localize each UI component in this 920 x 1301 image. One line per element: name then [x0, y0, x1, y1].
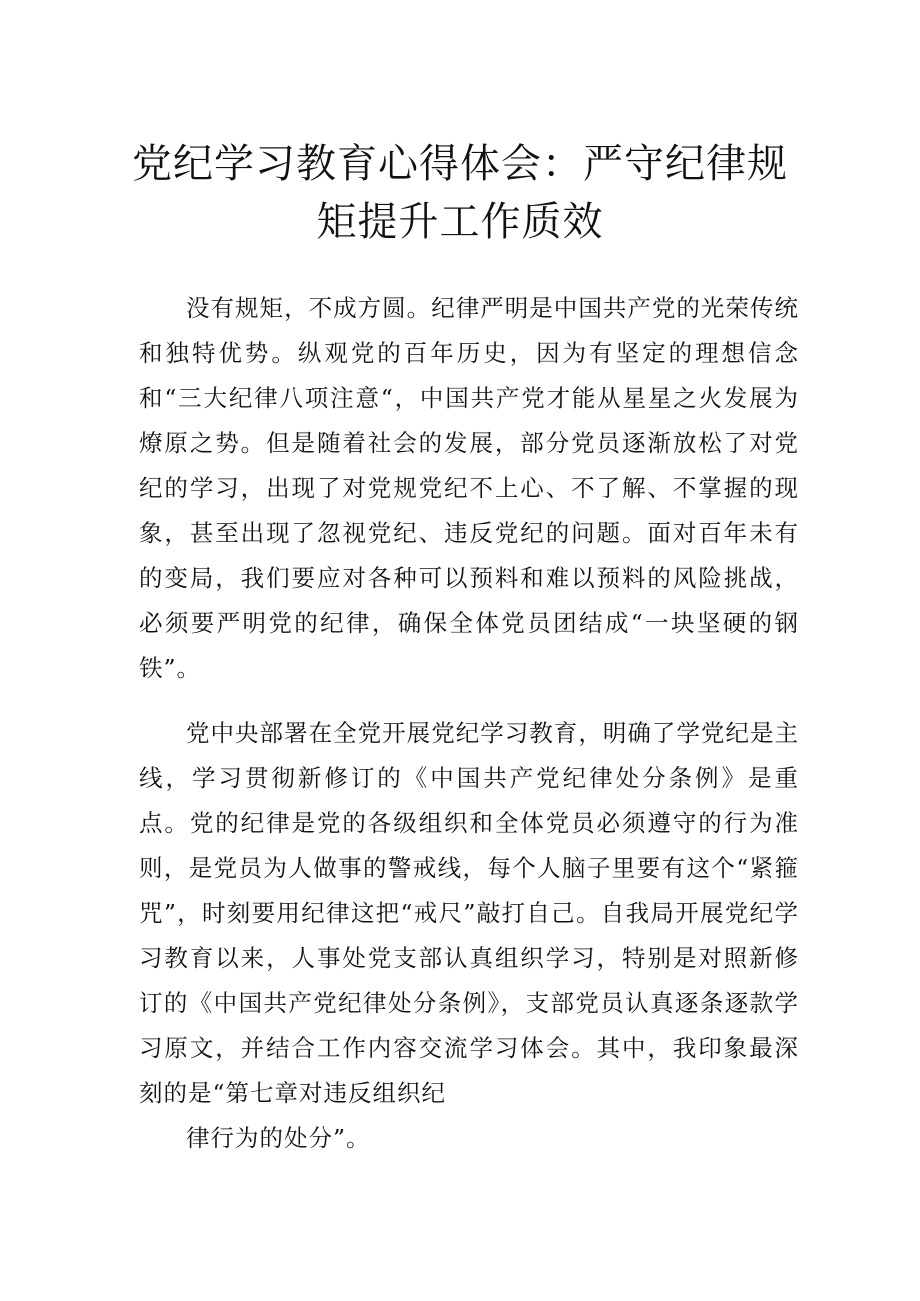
- paragraph-party-discipline-education: [139, 711, 799, 1161]
- paragraph-discipline-tradition: 没有规矩，不成方圆。纪律严明是中国共产党的光荣传统和独特优势。纵观党的百年历史，因为有坚定的理想信念和“三大纪律八项注意“，中国共产党才能从星星之火发展为燎原之势。但是随着社会的发展，部分党员逐渐放松了对党纪的学习，出现了对党规党纪不上心、不了解、不掌握的现象，甚至出现了忽视党纪、违反党纪的问题。面对百年未有的变局，我们要应对各种可以预料和难以预料的风险挑战，必须要严明党的纪律，确保全体党员团结成“一块坚硬的钢铁”。: [139, 294, 799, 682]
- paragraph-body-text: 党中央部署在全党开展党纪学习教育，明确了学党纪是主线，学习贯彻新修订的《中国共产党纪律处分条例》是重点。党的纪律是党的各级组织和全体党员必须遵守的行为准则，是党员为人做事的警戒线，每个人脑子里要有这个“紧箍咒”，时刻要用纪律这把“戒尺”敲打自己。自我局开展党纪学习教育以来，人事处党支部认真组织学习，特别是对照新修订的《中国共产党纪律处分条例》，支部党员认真逐条逐款学习原文，并结合工作内容交流学习体会。其中，我印象最深刻的是“第七章对违反组织纪: [139, 719, 799, 1107]
- paragraph-tail-text: 律行为的处分”。: [186, 1124, 371, 1152]
- document-title: 党纪学习教育心得体会：严守纪律规矩提升工作质效: [132, 140, 788, 245]
